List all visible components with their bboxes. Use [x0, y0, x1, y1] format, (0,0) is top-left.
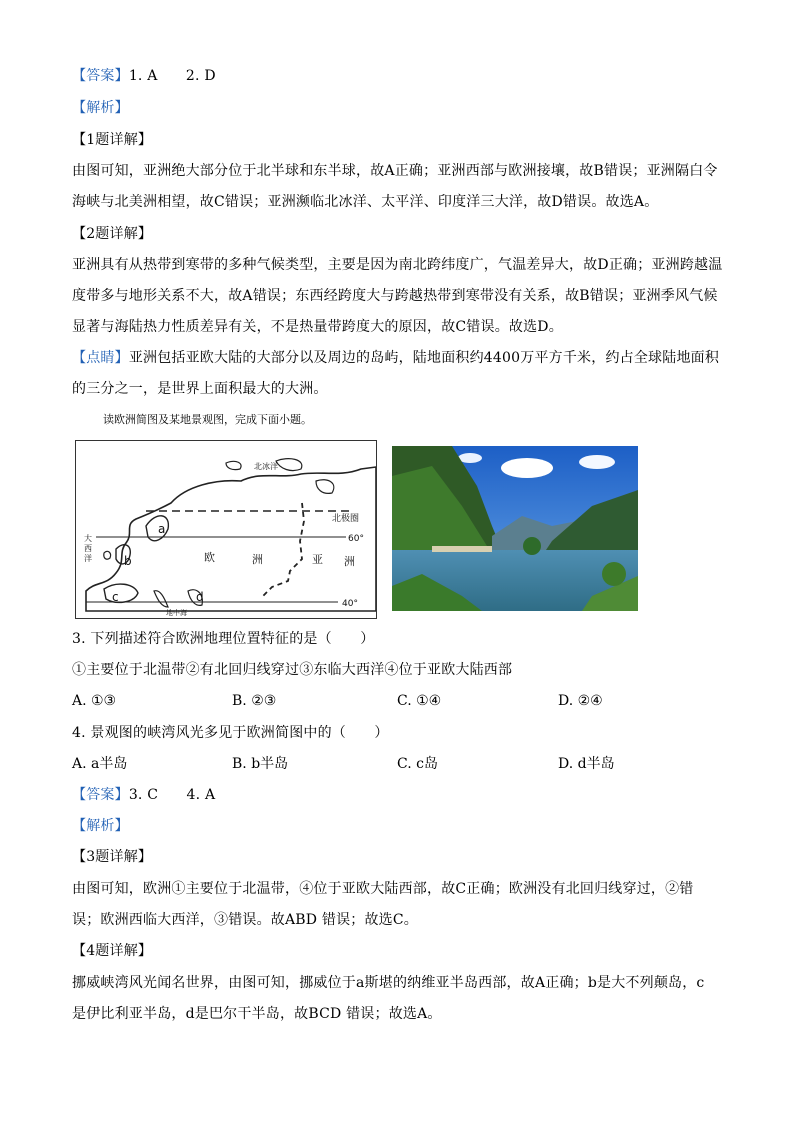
- label-a: a: [158, 522, 166, 536]
- q3-option-d[interactable]: D. ②④: [558, 693, 603, 709]
- answer-line-2: [72, 785, 215, 805]
- arctic-circle-label: 北极圈: [332, 514, 360, 524]
- europe-label-zhou: 洲: [252, 553, 263, 566]
- atlantic-label-3: 洋: [84, 554, 92, 563]
- fjord-photo: [392, 446, 638, 611]
- answer-text: 1. A 2. D: [128, 68, 216, 84]
- arctic-island-3: [226, 461, 241, 469]
- point-text-1: 亚洲包括亚欧大陆的大部分以及周边的岛屿，陆地面积约4400万平方千米，约占全球陆地面积: [128, 350, 720, 366]
- answer-text-2: 3. C 4. A: [128, 787, 216, 803]
- q2-tag: 【2题详解】: [72, 226, 153, 242]
- atlantic-label-1: 大: [84, 534, 92, 543]
- point-tag: 【点睛】: [72, 350, 129, 366]
- q3-option-b[interactable]: B. ②③: [232, 693, 277, 709]
- q4-option-c[interactable]: C. c岛: [397, 756, 438, 772]
- q4-tag: 【4题详解】: [72, 943, 153, 959]
- analysis-tag-2: 【解析】: [72, 818, 129, 834]
- label-b: b: [124, 554, 132, 568]
- q4-explain-line-2: 是伊比利亚半岛，d是巴尔干半岛，故BCD 错误；故选A。: [72, 1006, 442, 1022]
- q1-tag: 【1题详解】: [72, 132, 153, 148]
- q4-option-a[interactable]: A. a半岛: [72, 756, 128, 772]
- label-d: d: [196, 590, 204, 604]
- q4-explain-line-1: 挪威峡湾风光闻名世界，由图可知，挪威位于a斯堪的纳维亚半岛西部，故A正确；b是大不列颠岛，c: [72, 975, 705, 991]
- point-line-2: 的三分之一，是世界上面积最大的大洲。: [72, 381, 328, 397]
- asia-label-zhou: 洲: [344, 555, 355, 568]
- q1-line-2: 海峡与北美洲相望，故C错误；亚洲濒临北冰洋、太平洋、印度洋三大洋，故D错误。故选A。: [72, 194, 659, 210]
- atlantic-label-2: 西: [84, 544, 92, 553]
- point-line-1: [72, 348, 719, 368]
- answer-tag-2: 【答案】: [72, 787, 129, 803]
- q2-line-1: 亚洲具有从热带到寒带的多种气候类型，主要是因为南北跨纬度广，气温差异大，故D正确；亚洲跨越温: [72, 257, 723, 273]
- q3-option-c[interactable]: C. ①④: [397, 693, 442, 709]
- arctic-ocean-label: 北冰洋: [254, 462, 278, 471]
- q3-stem: 3. 下列描述符合欧洲地理位置特征的是（ ）: [72, 631, 375, 647]
- lat-60-label: 60°: [348, 534, 364, 544]
- analysis-tag-1: 【解析】: [72, 100, 129, 116]
- q3-tag: 【3题详解】: [72, 849, 153, 865]
- q3-explain-line-2: 误；欧洲西临大西洋，③错误。故ABD 错误；故选C。: [72, 912, 418, 928]
- q1-line-1: 由图可知，亚洲绝大部分位于北半球和东半球，故A正确；亚洲西部与欧洲接壤，故B错误；亚洲隔白令: [72, 163, 718, 179]
- fjord-photo-svg: [392, 446, 638, 611]
- asia-label-ya: 亚: [312, 553, 323, 566]
- figure-caption: 读欧洲简图及某地景观图，完成下面小题。: [103, 413, 312, 426]
- europe-map: [75, 440, 377, 619]
- eurasia-coastline: [86, 467, 376, 611]
- answer-line-1: [72, 66, 216, 86]
- iberia-shape: [104, 584, 138, 602]
- q4-stem: 4. 景观图的峡湾风光多见于欧洲简图中的（ ）: [72, 725, 389, 741]
- med-sea-label: 地中海: [166, 609, 187, 617]
- arctic-island-2: [316, 480, 334, 494]
- lat-40-label: 40°: [342, 599, 358, 609]
- q4-option-b[interactable]: B. b半岛: [232, 756, 289, 772]
- q2-line-2: 度带多与地形关系不大，故A错误；东西经跨度大与跨越热带到寒带没有关系，故B错误；亚洲季风气候: [72, 288, 718, 304]
- q3-explain-line-1: 由图可知，欧洲①主要位于北温带，④位于亚欧大陆西部，故C正确；欧洲没有北回归线穿过，②错: [72, 881, 694, 897]
- q3-statements: ①主要位于北温带②有北回归线穿过③东临大西洋④位于亚欧大陆西部: [72, 662, 513, 678]
- ireland-shape: [104, 551, 111, 559]
- europe-label-eu: 欧: [204, 551, 215, 564]
- europe-asia-boundary: [262, 503, 304, 597]
- label-c: c: [112, 590, 119, 604]
- q3-option-a[interactable]: A. ①③: [72, 693, 117, 709]
- q4-option-d[interactable]: D. d半岛: [558, 756, 615, 772]
- europe-map-svg: [76, 441, 376, 618]
- arctic-island-1: [276, 459, 302, 471]
- answer-tag: 【答案】: [72, 68, 129, 84]
- q2-line-3: 显著与海陆热力性质差异有关，不是热量带跨度大的原因，故C错误。故选D。: [72, 319, 563, 335]
- italy-shape: [154, 591, 168, 607]
